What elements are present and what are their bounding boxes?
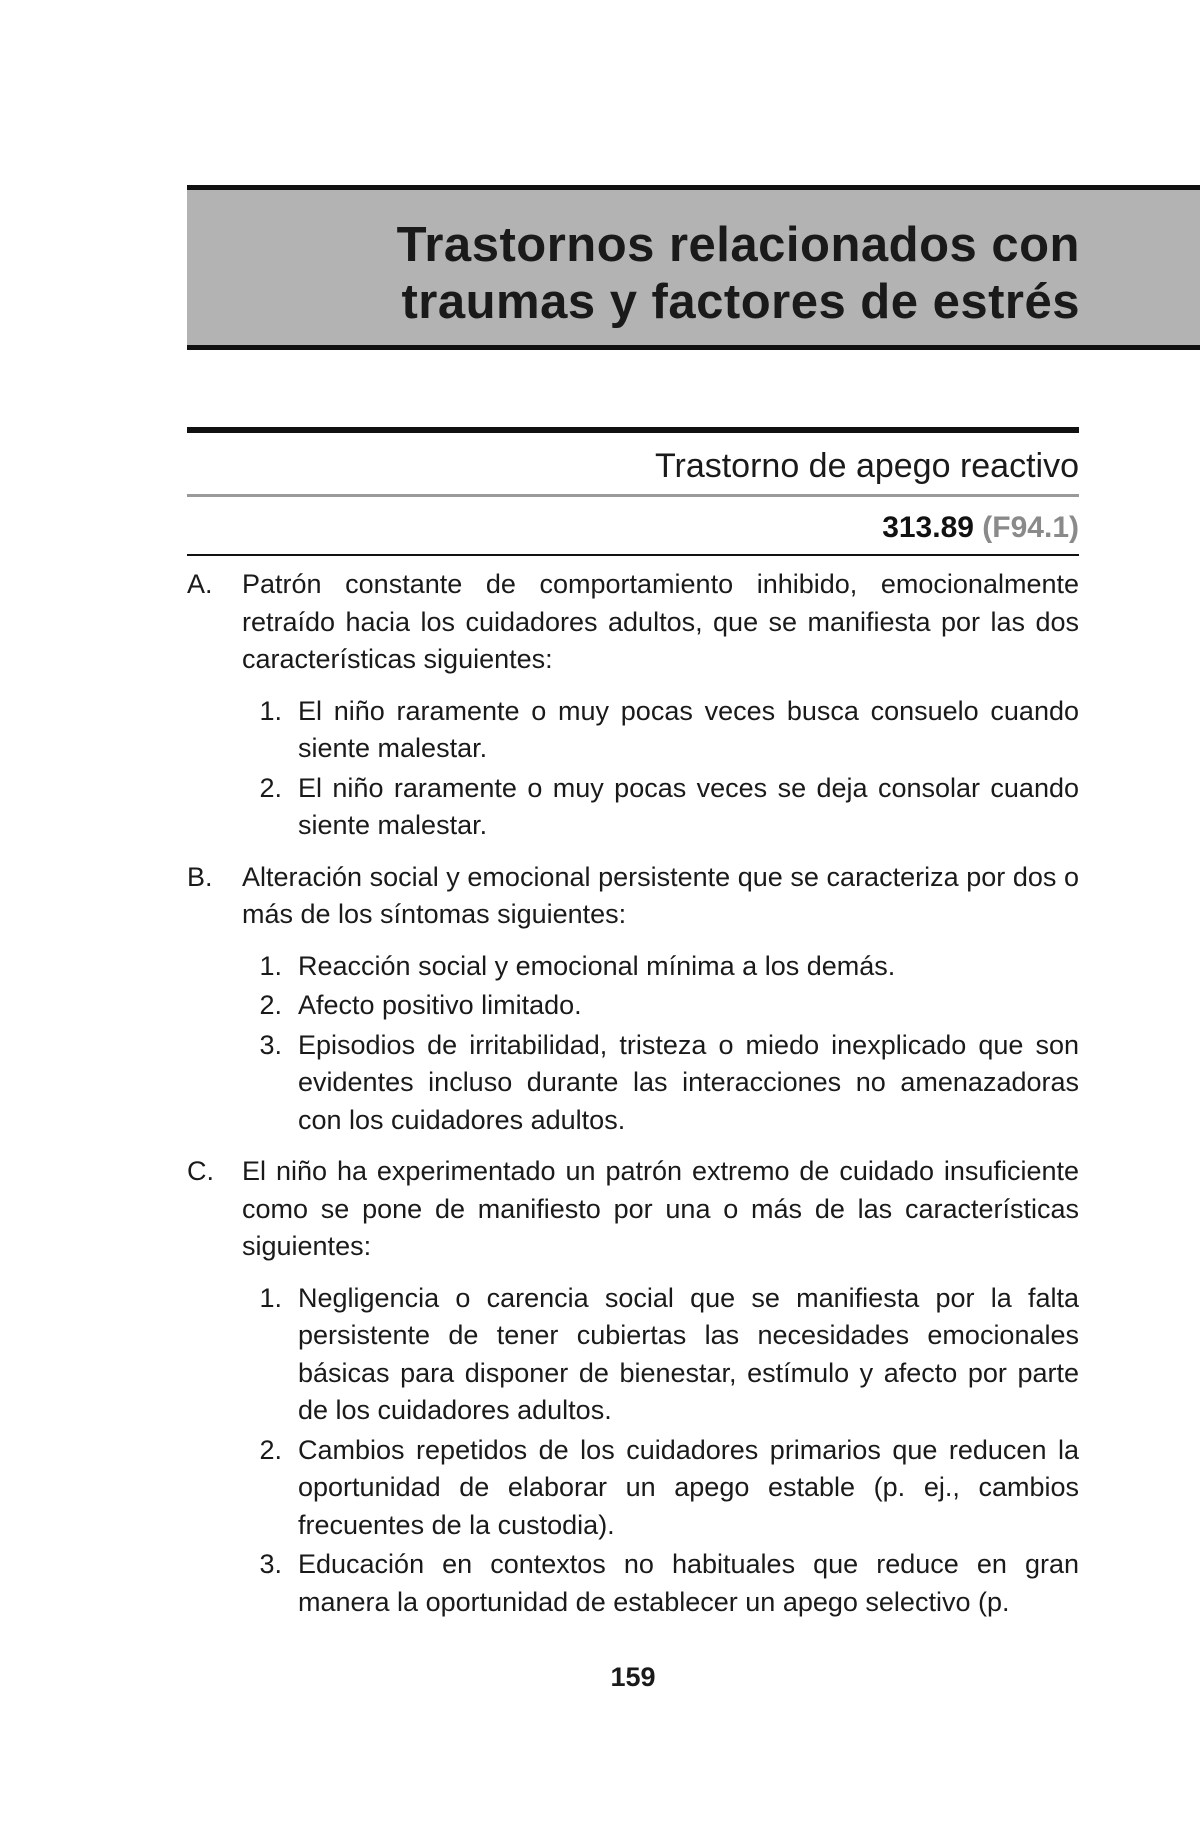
chapter-header-band [187,185,1200,350]
list-item [242,1432,1079,1545]
item-number: 2. [259,772,282,803]
item-number: 2. [259,1434,282,1465]
criterion-b-items [242,948,1079,1140]
chapter-title [397,217,1080,331]
criterion-text: El niño ha experimentado un patrón extremo de cuidado insuficiente como se pone de manifiesto por una o más de las características siguientes: [242,1156,1079,1261]
criterion-a-items [242,693,1079,845]
item-number: 1. [259,695,282,726]
criterion-a [187,566,1079,845]
item-number: 2. [259,990,282,1020]
item-text: Negligencia o carencia social que se manifiesta por la falta persistente de tener cubiertas las necesidades emocionales básicas para disponer de bienestar, estímulo y afecto por parte de los cuidadores adultos. [298,1282,1079,1425]
criterion-letter: C. [187,1156,214,1186]
item-number: 3. [259,1029,282,1060]
item-number: 1. [259,1282,282,1313]
criterion-letter: A. [187,569,213,599]
criterion-b [187,859,1079,1140]
item-number: 1. [259,950,282,981]
criterion-c-items [242,1280,1079,1622]
disorder-name: Trastorno de apego reactivo [655,447,1079,485]
item-text: El niño raramente o muy pocas veces se deja consolar cuando siente malestar. [298,772,1079,840]
list-item [242,1280,1079,1430]
chapter-title-line-1: Trastornos relacionados con [396,218,1080,272]
section-middle-rule [187,494,1079,497]
chapter-title-line-2: traumas y factores de estrés [401,275,1080,329]
diagnostic-code [882,508,1079,548]
dsm-code: 313.89 [882,511,974,544]
list-item [242,948,1079,986]
section-bottom-rule [187,554,1079,556]
list-item [242,770,1079,845]
criteria-list [187,566,1079,1635]
criterion-c [187,1153,1079,1621]
list-item [242,987,1079,1025]
item-text: El niño raramente o muy pocas veces busca consuelo cuando siente malestar. [298,695,1079,763]
item-text: Episodios de irritabilidad, tristeza o miedo inexplicado que son evidentes incluso durante las interacciones no amenazadoras con los cuidadores adultos. [298,1029,1079,1135]
list-item [242,693,1079,768]
item-text: Educación en contextos no habituales que reduce en gran manera la oportunidad de establecer un apego selectivo (p. [298,1549,1079,1617]
item-text: Reacción social y emocional mínima a los demás. [298,950,896,981]
criterion-letter: B. [187,861,213,892]
list-item [242,1546,1079,1621]
list-item [242,1027,1079,1140]
criterion-text: Alteración social y emocional persistente que se caracteriza por dos o más de los síntomas siguientes: [242,861,1079,929]
item-text: Cambios repetidos de los cuidadores primarios que reducen la oportunidad de elaborar un apego estable (p. ej., cambios frecuentes de la custodia). [298,1434,1079,1540]
item-text: Afecto positivo limitado. [298,990,582,1020]
criterion-text: Patrón constante de comportamiento inhibido, emocionalmente retraído hacia los cuidadores adultos, que se manifiesta por las dos características siguientes: [242,569,1079,674]
page-number: 159 [610,1662,656,1692]
icd-code: (F94.1) [982,511,1079,544]
section-top-rule [187,427,1079,433]
item-number: 3. [259,1549,282,1579]
